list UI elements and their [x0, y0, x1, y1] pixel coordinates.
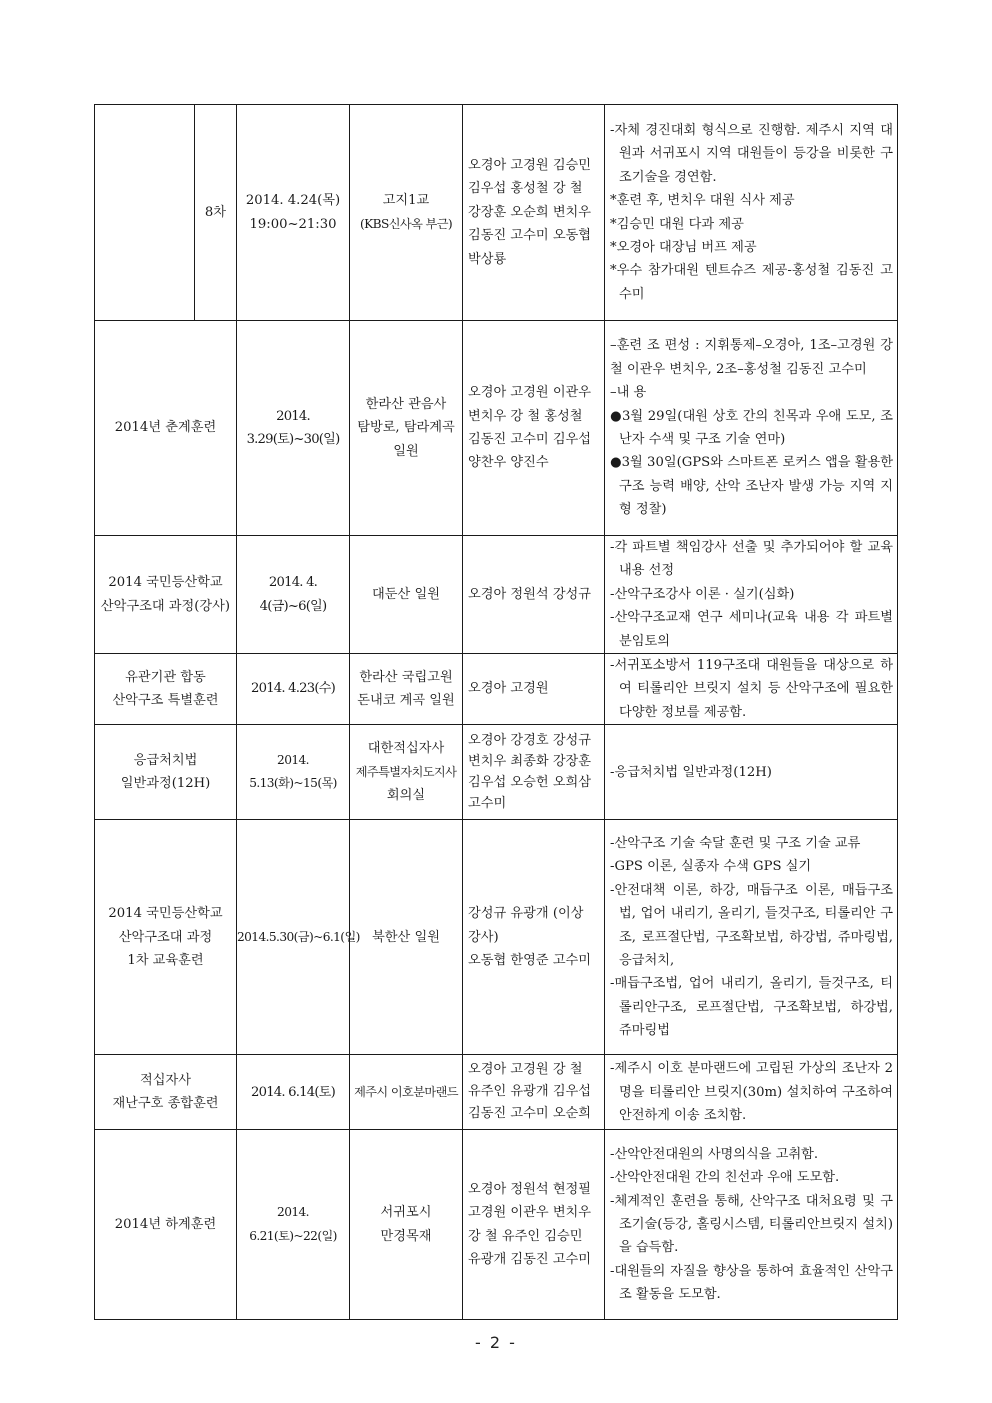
members-line: 오경아 고경원 이관우	[468, 385, 592, 401]
table-row	[95, 105, 898, 321]
place-cell	[350, 820, 463, 1055]
note-item: -매듭구조법, 업어 내리기, 올리기, 들것구조, 티롤리안구조, 로프절단법, 구조확보법, 하강법, 쥬마링법	[610, 976, 893, 1039]
note-item: ●3월 30일(GPS와 스마트폰 로커스 앱을 활용한 구조 능력 배양, 산악 조난자 발생 가능 지역 지형 정찰)	[610, 455, 893, 518]
date-cell	[237, 654, 350, 725]
notes-cell	[605, 536, 898, 654]
members-cell	[463, 654, 605, 725]
note-item: *김승민 대원 다과 제공	[610, 216, 744, 232]
table-row	[95, 1055, 898, 1130]
members-line: 강성규 유광개 (이상	[468, 906, 584, 922]
members-line: 오경아 고경원 강 철	[468, 1062, 583, 1078]
note-item: -대원들의 자질을 향상을 통하여 효율적인 산악구조 활동을 도모함.	[610, 1263, 893, 1303]
program-name: 유관기관 합동	[125, 669, 206, 685]
date-line: 2014. 6.14(토)	[251, 1084, 335, 1100]
table-row	[95, 1130, 898, 1320]
date-line: 2014. 6.21(토)~22(일)	[249, 1205, 337, 1243]
session-cell	[195, 105, 237, 321]
members-line: 오경아 정원석 강성규	[468, 586, 592, 602]
program-name: 일반과정(12H)	[120, 776, 211, 792]
members-line: 오경아 정원석 현정필	[468, 1181, 592, 1197]
program-name: 적십자사	[140, 1072, 191, 1088]
date-line: 2014. 5.13(화)~15(목)	[249, 752, 337, 791]
program-name-cell	[95, 820, 237, 1055]
note-item: -GPS 이론, 실종자 수색 GPS 실기	[610, 859, 812, 875]
note-item: -안전대책 이론, 하강, 매듭구조 이론, 매듭구조법, 업어 내리기, 올리기, 들것구조, 티롤리안 구조, 로프절단법, 구조확보법, 하강법, 쥬마링법, 응급처치,	[610, 882, 893, 968]
notes-cell	[605, 725, 898, 820]
members-line: 오동협 한영준 고수미	[468, 952, 592, 968]
program-name: 재난구호 종합훈련	[112, 1096, 219, 1112]
place-cell	[350, 105, 463, 321]
date-line: 2014. 3.29(토)~30(일)	[246, 408, 340, 447]
program-name: 2014 국민등산학교	[108, 575, 223, 591]
place-line: 돈내코 계곡 일원	[357, 693, 455, 709]
date-cell	[237, 536, 350, 654]
program-name-cell	[95, 536, 237, 654]
members-line: 유광개 김동진 고수미	[468, 1252, 592, 1268]
place-line: 서귀포시	[380, 1205, 432, 1221]
place-cell	[350, 321, 463, 536]
table-row	[95, 820, 898, 1055]
program-name-cell	[95, 105, 195, 321]
members-line: 김우섭 오승헌 오희삼	[468, 775, 592, 791]
program-name: 2014년 춘계훈련	[114, 420, 217, 436]
note-item: ●3월 29일(대원 상호 간의 친목과 우애 도모, 조난자 수색 및 구조 기술 연마)	[610, 408, 893, 447]
note-item: -제주시 이호 분마랜드에 고립된 가상의 조난자 2명을 티롤리안 브릿지(30m) 설치하여 구조하여 안전하게 이송 조치함.	[610, 1061, 893, 1123]
members-line: 김동진 고수미 오순희	[468, 1106, 592, 1122]
members-line: 김동진 고수미 오동협	[468, 228, 592, 244]
place-line: 한라산 국립고원	[359, 669, 453, 685]
place-cell	[350, 1130, 463, 1320]
note-item: *우수 참가대원 텐트슈즈 제공-홍성철 김동진 고수미	[610, 263, 893, 302]
session-label: 8차	[204, 204, 227, 220]
place-line: 회의실	[386, 787, 426, 803]
place-cell	[350, 536, 463, 654]
place-line: 일원	[393, 443, 419, 459]
members-cell	[463, 1055, 605, 1130]
date-cell	[237, 321, 350, 536]
members-line: 강 철 유주인 김승민	[468, 1228, 583, 1244]
program-name: 2014 국민등산학교	[108, 906, 223, 922]
page-number: - 2 -	[475, 1333, 517, 1352]
place-line: (KBS신사옥 부근)	[359, 216, 453, 231]
program-name-cell	[95, 1130, 237, 1320]
program-name-cell	[95, 654, 237, 725]
table-row	[95, 725, 898, 820]
note-item: –훈련 조 편성 : 지휘통제–오경아, 1조–고경원 강 철 이관우 변치우, 2조–홍성철 김동진 고수미	[610, 338, 893, 377]
date-line: 2014. 4.23(수)	[251, 681, 335, 697]
program-name-cell	[95, 321, 237, 536]
members-line: 유주인 유광개 김우섭	[468, 1084, 592, 1100]
place-line: 대둔산 일원	[372, 586, 440, 602]
time-line: 19:00~21:30	[249, 216, 337, 232]
place-line: 탐방로, 탐라계곡	[357, 420, 455, 436]
program-name: 산악구조 특별훈련	[112, 693, 219, 709]
place-line: 만경목재	[380, 1228, 432, 1244]
program-name: 2014년 하계훈련	[114, 1217, 217, 1233]
notes-cell	[605, 321, 898, 536]
members-line: 변치우 최종화 강장훈	[468, 754, 592, 770]
date-line: 2014. 4.24(목)	[245, 193, 341, 209]
table-row	[95, 654, 898, 725]
members-cell	[463, 725, 605, 820]
date-cell	[237, 725, 350, 820]
note-item: -자체 경진대회 형식으로 진행함. 제주시 지역 대원과 서귀포시 지역 대원들이 등강을 비롯한 구조기술을 경연함.	[610, 122, 893, 185]
date-cell	[237, 1130, 350, 1320]
note-item: -체계적인 훈련을 통해, 산악구조 대처요령 및 구조기술(등강, 홀링시스템, 티롤리안브릿지 설치)을 습득함.	[610, 1193, 893, 1256]
notes-cell	[605, 654, 898, 725]
members-line: 김우섭 홍성철 강 철	[468, 181, 583, 197]
program-name-cell	[95, 1055, 237, 1130]
table-row	[95, 536, 898, 654]
note-item: -서귀포소방서 119구조대 대원들을 대상으로 하여 티롤리안 브릿지 설치 등 산악구조에 필요한 다양한 정보를 제공함.	[610, 658, 893, 720]
place-line: 제주시 이호분마랜드	[354, 1084, 458, 1099]
note-item: -산악안전대원 간의 친선과 우애 도모함.	[610, 1170, 840, 1186]
date-cell	[237, 1055, 350, 1130]
training-schedule-table	[94, 104, 898, 1320]
place-cell	[350, 1055, 463, 1130]
note-item: -응급처치법 일반과정(12H)	[610, 764, 772, 780]
note-item: -산악구조 기술 숙달 훈련 및 구조 기술 교류	[610, 835, 861, 851]
notes-cell	[605, 105, 898, 321]
members-line: 오경아 고경원 김승민	[468, 157, 592, 173]
place-cell	[350, 654, 463, 725]
members-line: 변치우 강 철 홍성철	[468, 408, 583, 424]
program-name: 산악구조대 과정(강사)	[100, 598, 231, 614]
program-name: 응급처치법	[133, 752, 198, 768]
members-cell	[463, 1130, 605, 1320]
place-line: 고지1교	[382, 193, 430, 209]
members-cell	[463, 536, 605, 654]
place-line: 북한산 일원	[372, 929, 440, 945]
table-row	[95, 321, 898, 536]
members-line: 강장훈 오순희 변치우	[468, 204, 592, 220]
notes-cell	[605, 820, 898, 1055]
note-item: -산악안전대원의 사명의식을 고취함.	[610, 1146, 819, 1162]
date-line: 2014.5.30(금)~6.1(일)	[237, 929, 360, 944]
members-line: 김동진 고수미 김우섭	[468, 432, 592, 447]
members-cell	[463, 105, 605, 321]
note-item: *오경아 대장님 버프 제공	[610, 239, 757, 255]
notes-cell	[605, 1055, 898, 1130]
note-item: -각 파트별 책임강사 선출 및 추가되어야 할 교육내용 선정	[610, 540, 893, 579]
members-cell	[463, 820, 605, 1055]
date-line: 2014. 4. 4(금)~6(일)	[259, 575, 327, 614]
note-item: –내 용	[610, 385, 647, 401]
program-name: 1차 교육훈련	[127, 952, 204, 968]
members-line: 고경원 이관우 변치우	[468, 1205, 592, 1221]
place-line: 한라산 관음사	[365, 396, 447, 412]
date-cell	[237, 820, 360, 1055]
notes-cell	[605, 1130, 898, 1320]
members-line: 양찬우 양진수	[468, 455, 549, 471]
program-name: 산악구조대 과정	[118, 929, 213, 945]
program-name-cell	[95, 725, 237, 820]
place-cell	[350, 725, 463, 820]
members-line: 고수미	[468, 796, 507, 812]
note-item: -산악구조강사 이론 · 실기(심화)	[610, 586, 795, 602]
date-cell	[237, 105, 350, 321]
members-line: 강사)	[468, 929, 499, 945]
members-line: 박상룡	[468, 251, 507, 267]
place-line: 대한적십자사	[367, 741, 445, 757]
members-cell	[463, 321, 605, 536]
members-line: 오경아 강경호 강성규	[468, 733, 592, 749]
note-item: -산악구조교재 연구 세미나(교육 내용 각 파트별 분임토의	[610, 610, 893, 649]
note-item: *훈련 후, 변치우 대원 식사 제공	[610, 193, 795, 209]
place-line: 제주특별자치도지사	[355, 764, 457, 779]
members-line: 오경아 고경원	[468, 681, 549, 697]
